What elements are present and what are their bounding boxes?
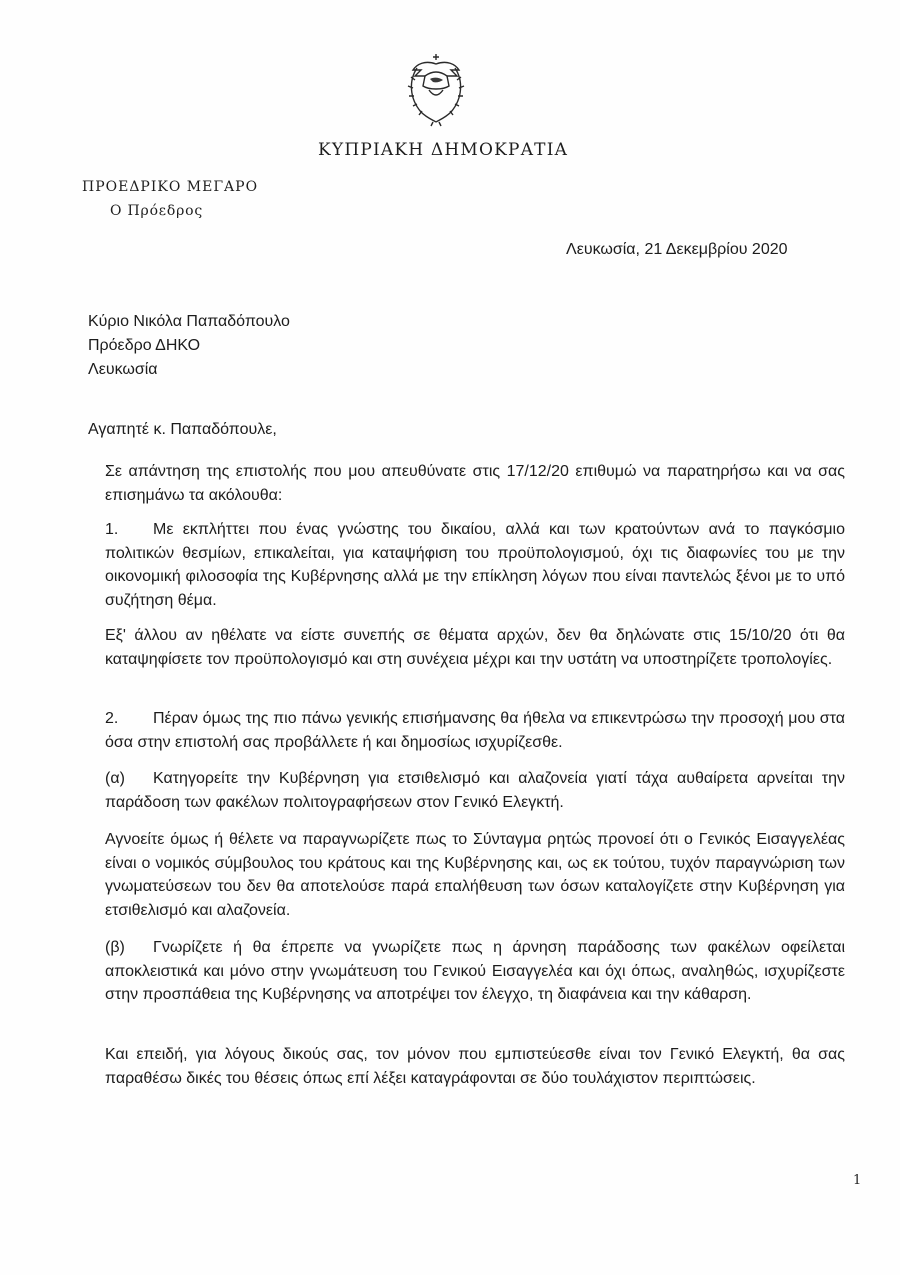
intro-paragraph: Σε απάντηση της επιστολής που μου απευθύνατε στις 17/12/20 επιθυμώ να παρατηρήσω και να σας επισημάνω τα ακόλουθα: [105, 463, 845, 504]
page-number: 1 [853, 1173, 862, 1188]
coat-of-arms-icon [403, 46, 469, 128]
letter-date: Λευκωσία, 21 Δεκεμβρίου 2020 [566, 241, 788, 258]
point-number: (α) [105, 770, 125, 787]
point-a2-paragraph: Αγνοείτε όμως ή θέλετε να παραγνωρίζετε πως το Σύνταγμα ρητώς προνοεί ότι ο Γενικός Εισαγγελέας είναι ο νομικός σύμβουλος του κράτους και της Κυβέρνησης και, ως εκ τούτου, τυχόν παραγνώριση των γνωματεύσεων του δεν θα αποτελούσε παρά επαλήθευση των όσων καταλογίζετε στην Κυβέρνηση για ετσιθελισμό και αλαζονεία. [105, 831, 845, 919]
salutation: Αγαπητέ κ. Παπαδόπουλε, [88, 421, 277, 438]
recipient-title: Πρόεδρο ΔΗΚΟ [88, 337, 201, 354]
point-2-text: Πέραν όμως της πιο πάνω γενικής επισήμανσης θα ήθελα να επικεντρώσω την προσοχή μου στα όσα στην επιστολή σας προβάλλετε ή και δημοσίως ισχυρίζεσθε. [105, 710, 845, 751]
republic-heading: ΚΥΠΡΙΑΚΗ ΔΗΜΟΚΡΑΤΙΑ [318, 140, 569, 160]
point-2-paragraph [105, 707, 845, 754]
point-number: 1. [105, 521, 119, 538]
president-label: Ο Πρόεδρος [110, 203, 203, 219]
point-number: 2. [105, 710, 119, 727]
point-b-text: Γνωρίζετε ή θα έπρεπε να γνωρίζετε πως η άρνηση παράδοσης των φακέλων οφείλεται αποκλειστικά και μόνο στην γνωμάτευση του Γενικού Εισαγγελέα και όχι όπως, αναληθώς, ισχυρίζεστε στην προσπάθεια της Κυβέρνησης να αποτρέψει τον έλεγχο, τη διαφάνεια και την κάθαρση. [105, 939, 845, 1003]
point-1-text: Με εκπλήττει που ένας γνώστης του δικαίου, αλλά και των κρατούντων ανά το παγκόσμιο πολιτικών θεσμίων, επικαλείται, για καταψήφιση του προϋπολογισμού, όχι τις διαφωνίες του με την οικονομική φιλοσοφία της Κυβέρνησης αλλά με την επίκληση λόγων που είναι παντελώς ξένοι με το υπό συζήτηση θέμα. [105, 521, 845, 609]
point-b2-paragraph: Και επειδή, για λόγους δικούς σας, τον μόνον που εμπιστεύεσθε είναι τον Γενικό Ελεγκτή, θα σας παραθέσω δικές του θέσεις όπως επί λέξει καταγράφονται σε δύο τουλάχιστον περιπτώσεις. [105, 1046, 845, 1087]
point-number: (β) [105, 939, 125, 956]
presidential-palace-label: ΠΡΟΕΔΡΙΚΟ ΜΕΓΑΡΟ [82, 179, 259, 195]
recipient-name: Κύριο Νικόλα Παπαδόπουλο [88, 313, 290, 330]
point-a-text: Κατηγορείτε την Κυβέρνηση για ετσιθελισμό και αλαζονεία γιατί τάχα αυθαίρετα αρνείται την παράδοση των φακέλων πολιτογραφήσεων στον Γενικό Ελεγκτή. [105, 770, 845, 811]
point-1-paragraph [105, 518, 845, 612]
point-a-paragraph [105, 767, 845, 814]
point-1b-paragraph: Εξ' άλλου αν ηθέλατε να είστε συνεπής σε θέματα αρχών, δεν θα δηλώνατε στις 15/10/20 ότι θα καταψηφίσετε τον προϋπολογισμό και στη συνέχεια μέχρι και την υστάτη να υποστηρίζετε τροπολογίες. [105, 627, 845, 668]
recipient-city: Λευκωσία [88, 361, 158, 378]
point-b-paragraph [105, 936, 845, 1007]
